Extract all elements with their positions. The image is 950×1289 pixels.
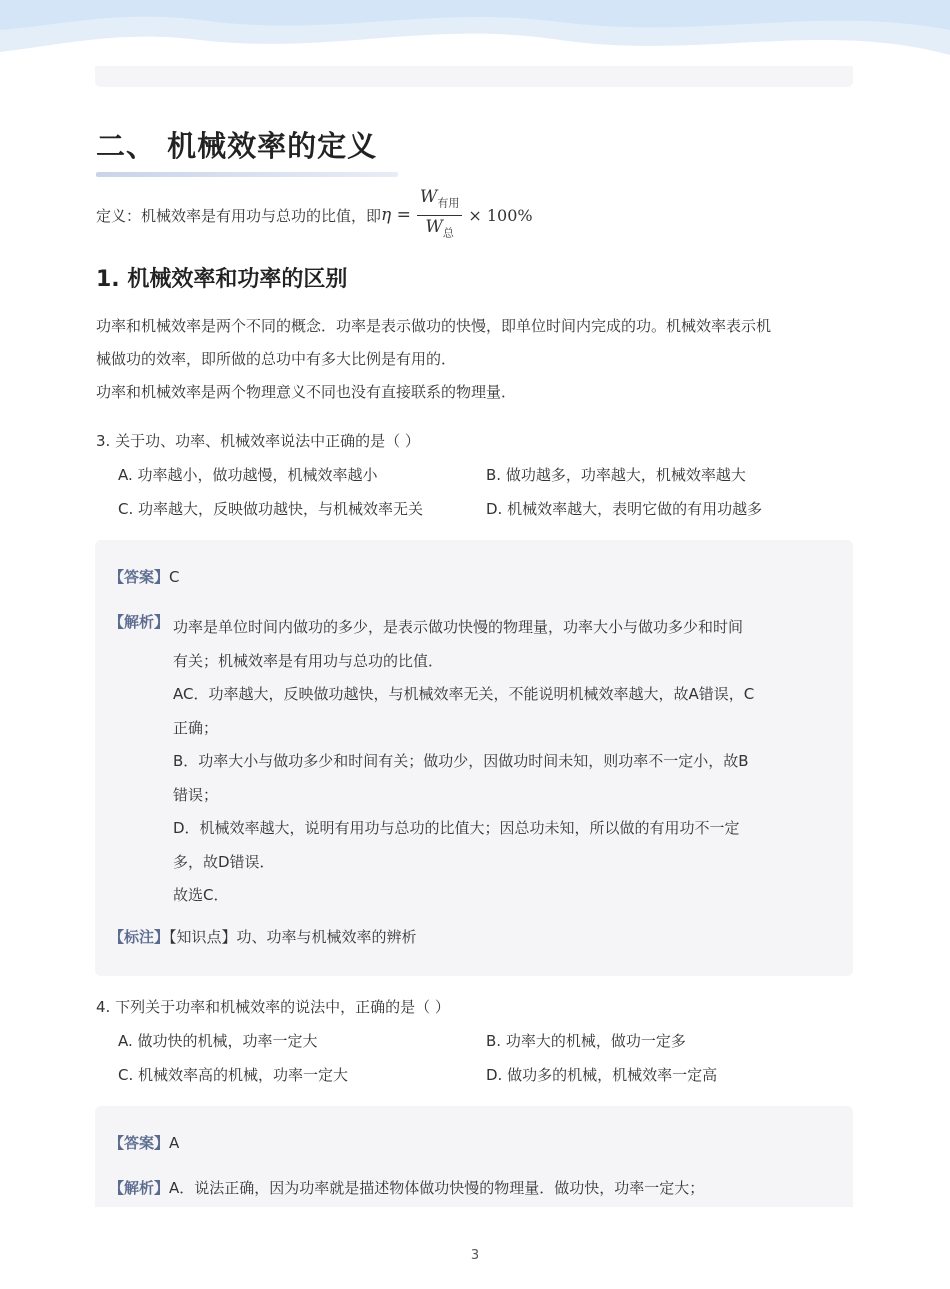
- definition-text: 定义：机械效率是有用功与总功的比值，即: [96, 206, 382, 225]
- analysis-line: AC．功率越大，反映做功越快，与机械效率无关，不能说明机械效率越大，故A错误，C: [173, 685, 755, 703]
- subsection-heading: 1. 机械效率和功率的区别: [96, 267, 348, 292]
- q3-option-b: B. 做功越多，功率越大，机械效率越大: [486, 466, 746, 484]
- formula-lhs: η =: [381, 205, 411, 225]
- analysis-line: B．功率大小与做功多少和时间有关；做功少，因做功时间未知，则功率不一定小，故B: [173, 752, 749, 770]
- note-tag: 【标注】: [109, 928, 170, 946]
- analysis-line: D．机械效率越大，说明有用功与总功的比值大；因总功未知，所以做的有用功不一定: [173, 819, 740, 837]
- analysis-line: 正确；: [173, 718, 219, 737]
- formula-denominator: $W_总$: [425, 216, 454, 239]
- question-4-stem: 4. 下列关于功率和机械效率的说法中，正确的是（ ）: [96, 998, 450, 1016]
- paragraph-line: 功率和机械效率是两个物理意义不同也没有直接联系的物理量．: [96, 383, 517, 401]
- q3-note-line: [109, 926, 417, 947]
- q4-answer-box: [95, 1106, 853, 1207]
- definition-line: [96, 187, 533, 240]
- q3-option-c: C. 功率越大，反映做功越快，与机械效率无关: [118, 500, 424, 518]
- q4-option-a: A. 做功快的机械，功率一定大: [118, 1032, 318, 1050]
- section-heading: 二、 机械效率的定义: [96, 129, 378, 163]
- q3-answer-line: [109, 566, 180, 587]
- analysis-tag: 【解析】: [109, 613, 170, 631]
- question-3-stem: 3. 关于功、功率、机械效率说法中正确的是（ ）: [96, 432, 420, 450]
- header-wave-decoration: [0, 0, 950, 70]
- answer-value: C: [169, 568, 180, 586]
- q4-option-b: B. 功率大的机械，做功一定多: [486, 1032, 686, 1050]
- analysis-tag: 【解析】: [109, 1179, 170, 1197]
- analysis-line: 多，故D错误．: [173, 852, 275, 871]
- analysis-line: 错误；: [173, 785, 219, 804]
- formula-numerator: $W_{有用}$: [419, 187, 460, 210]
- page-number: 3: [470, 1248, 480, 1263]
- heading-underline: [96, 172, 398, 177]
- analysis-line: 功率是单位时间内做功的多少，是表示做功快慢的物理量，功率大小与做功多少和时间: [173, 618, 744, 636]
- q3-option-a: A. 功率越小，做功越慢，机械效率越小: [118, 466, 378, 484]
- answer-tag: 【答案】: [109, 568, 170, 586]
- paragraph-line: 功率和机械效率是两个不同的概念．功率是表示做功的快慢，即单位时间内完成的功。机械效率表示机: [96, 317, 772, 335]
- note-text: 【知识点】功、功率与机械效率的辨析: [169, 928, 417, 946]
- paragraph: [96, 310, 856, 409]
- previous-answer-box-end: [95, 66, 853, 87]
- analysis-text: A．说法正确，因为功率就是描述物体做功快慢的物理量．做功快，功率一定大；: [169, 1179, 705, 1197]
- q3-option-d: D. 机械效率越大，表明它做的有用功越多: [486, 500, 763, 518]
- formula-fraction: [417, 186, 462, 244]
- q4-option-d: D. 做功多的机械，机械效率一定高: [486, 1066, 718, 1084]
- q4-answer-line: [109, 1132, 179, 1153]
- q4-analysis-line: [109, 1177, 704, 1198]
- answer-value: A: [169, 1134, 180, 1152]
- q3-answer-box: [95, 540, 853, 976]
- formula-rhs: × 100%: [468, 205, 533, 225]
- analysis-line: 有关；机械效率是有用功与总功的比值．: [173, 651, 444, 670]
- q3-analysis: [173, 611, 754, 913]
- analysis-line: 故选C．: [173, 886, 229, 904]
- paragraph-line: 械做功的效率，即所做的总功中有多大比例是有用的．: [96, 350, 457, 368]
- answer-tag: 【答案】: [109, 1134, 170, 1152]
- q4-option-c: C. 机械效率高的机械，功率一定大: [118, 1066, 349, 1084]
